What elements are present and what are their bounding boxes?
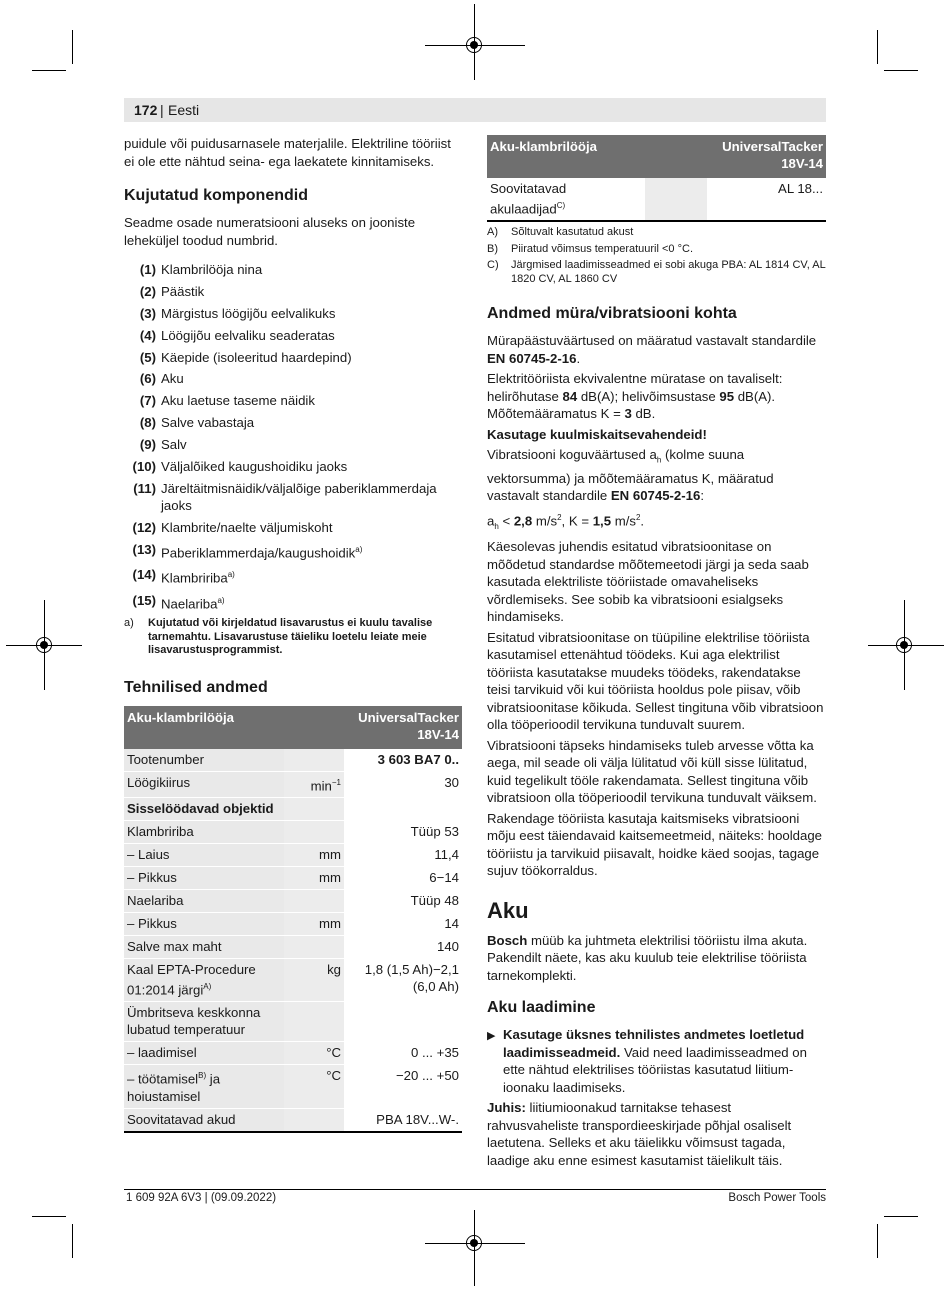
component-item — [124, 261, 462, 279]
table-row — [124, 1042, 462, 1065]
table-note — [487, 243, 826, 257]
table-row — [124, 912, 462, 935]
header-separator: | — [160, 102, 164, 118]
component-number: (4) — [139, 327, 156, 343]
registration-mark-icon — [36, 637, 52, 653]
header-language: Eesti — [168, 102, 200, 118]
component-label: Naelariba$^{a)}$ — [161, 595, 225, 612]
component-number: (10) — [132, 459, 156, 475]
left-column — [124, 135, 462, 1133]
component-label: Käepide (isoleeritud haardepind) — [161, 349, 352, 365]
crop-mark — [884, 70, 918, 71]
note-text: Piiratud võimsus temperatuuril <0 °C. — [511, 242, 693, 255]
row-label: Löögikiirus — [124, 771, 284, 797]
table-row — [124, 820, 462, 843]
component-label: Salv — [161, 437, 187, 453]
charging-heading: Aku laadimine — [487, 999, 596, 1017]
vibration-paragraph-1: Vibratsiooni koguväärtused $a_h$ (kolme suuna vektorsumma) ja mõõtemääramatus K, määratud vastavalt standardile EN 60745-2-16: — [487, 447, 774, 504]
vibration-values: $a_h < 2,8$ $m/s^2$, K = 1,5 $m/s^2$. — [487, 512, 645, 531]
table-row — [487, 178, 826, 221]
row-unit: mm — [284, 866, 344, 889]
row-label: – Pikkus — [124, 866, 284, 889]
noise-paragraph-1: Mürapäästuväärtused on määratud vastavalt standardile EN 60745-2-16. — [487, 333, 817, 366]
registration-mark-icon — [466, 37, 482, 53]
charging-instruction: ▶ Kasutage üksnes tehnilistes andmetes loetletud laadimisseadmeid. Vaid need laadimisseadmed on ette nähtud elektrilises tööriistas kasutatud liitium-ioonaku laadimiseks. — [487, 1027, 807, 1095]
row-value: −20 ... +50 — [344, 1065, 462, 1108]
row-value: PBA 18V...W-. — [344, 1108, 462, 1132]
row-unit — [284, 1108, 344, 1132]
page-header — [124, 98, 826, 122]
component-label: Aku laetuse taseme näidik — [161, 393, 315, 409]
table-header-unit — [645, 135, 707, 178]
row-value: 30 — [344, 771, 462, 797]
tech-data-table-continued — [487, 135, 826, 222]
vibration-paragraph-3: Esitatud vibratsioonitase on tüüpiline elektrilise tööriista kasutamisel ettenähtud töödeks. Kui aga elektrilist tööriista kasutatakse muudeks töödeks, rakendatakse teisi tarvikuid või kui tööriista hooldus pole piisav, võib vibratsioonitase kõikuda. Sellest tingituna võib vibratsioon olla tööperioodil tervikuna tunduvalt suurem. — [487, 629, 824, 733]
row-unit: °C — [284, 1042, 344, 1065]
table-row — [124, 866, 462, 889]
table-header-unit — [284, 706, 344, 749]
model-line1: UniversalTacker — [722, 139, 823, 154]
row-value: 14 — [344, 912, 462, 935]
row-label: – Pikkus — [124, 912, 284, 935]
battery-heading: Aku — [487, 897, 529, 923]
component-item — [124, 436, 462, 454]
vibration-paragraph-2: Käesolevas juhendis esitatud vibratsioonitase on mõõdetud standardse mõõtemeetodi järgi ja seda saab kasutada elektriliste tööriistade omavaheliseks võrdlemiseks. See sobib ka vibratsiooni esialgseks hindamiseks. — [487, 539, 809, 625]
crop-mark — [877, 1224, 878, 1258]
table-row — [124, 958, 462, 1001]
row-label: Kaal EPTA-Procedure 01:2014 järgi$^{A)}$ — [124, 958, 284, 1001]
component-label: Löögijõu eelvaliku seaderatas — [161, 327, 335, 343]
component-item — [124, 305, 462, 323]
model-line1: UniversalTacker — [358, 709, 459, 725]
component-number: (11) — [133, 480, 156, 496]
row-value: 11,4 — [344, 843, 462, 866]
component-number: (3) — [139, 305, 156, 321]
table-header-product: Aku-klambrilööja — [124, 706, 284, 749]
crop-mark — [884, 1216, 918, 1217]
component-number: (5) — [139, 349, 156, 365]
note-mark: C) — [487, 259, 499, 272]
row-label: Klambririba — [124, 820, 284, 843]
component-number: (6) — [139, 371, 156, 387]
row-unit: mm — [284, 843, 344, 866]
row-label: Soovitatavad akulaadijad$^{C)}$ — [487, 178, 645, 221]
charging-note: Juhis: liitiumioonakud tarnitakse tehasest rahvusvaheliste transpordieeskirjade põhjal osaliselt laetutena. Selleks et aku täielikku võimsust tagada, laadige aku enne esimest kasutamist täielikult täis. — [487, 1100, 792, 1168]
components-intro: Seadme osade numeratsiooni aluseks on jooniste leheküljel toodud numbrid. — [124, 215, 416, 248]
row-label: Sisselöödavad objektid — [124, 797, 284, 820]
noise-paragraph-2: Elektritööriista ekvivalentne müratase on tavaliselt: helirõhutase 84 dB(A); helivõimsustase 95 dB(A). Mõõtemääramatus K = 3 dB. — [487, 371, 783, 422]
row-unit: mm — [284, 912, 344, 935]
vibration-paragraph-5: Rakendage tööriista kasutaja kaitsmiseks vibratsiooni mõju eest täiendavaid kaitsemeetmeid, näiteks: hooldage tööriistu ja tarvikuid piisavalt, hoidke käed soojas, tagage sujuv töökorraldus. — [487, 810, 823, 879]
component-item — [124, 592, 462, 613]
row-value: Tüüp 53 — [344, 820, 462, 843]
model-line2: 18V-14 — [417, 726, 459, 742]
table-header-model — [344, 706, 462, 749]
row-value: 0 ... +35 — [344, 1042, 462, 1065]
component-label: Paberiklammerdaja/kaugushoidik$^{a)}$ — [161, 545, 363, 561]
component-item — [124, 566, 462, 587]
row-unit — [284, 935, 344, 958]
triangle-bullet-icon: ▶ — [487, 1030, 496, 1043]
row-unit: $\min^{-1}$ — [284, 771, 344, 797]
component-item — [124, 541, 462, 562]
components-list — [124, 261, 462, 613]
component-label: Aku — [161, 371, 184, 387]
table-row — [124, 843, 462, 866]
row-label: Tootenumber — [124, 749, 284, 772]
footer-divider — [124, 1189, 826, 1190]
component-label: Klambririba$^{a)}$ — [161, 570, 235, 586]
component-number: (9) — [139, 437, 156, 453]
crop-mark — [72, 1224, 73, 1258]
component-number: (2) — [139, 283, 156, 299]
table-row — [124, 1002, 462, 1042]
tech-data-table — [124, 706, 462, 1133]
component-number: (12) — [132, 520, 156, 536]
registration-mark-icon — [466, 1235, 482, 1251]
crop-mark — [72, 30, 73, 64]
components-heading: Kujutatud komponendid — [124, 187, 308, 204]
footer-brand: Bosch Power Tools — [728, 1192, 826, 1204]
note-text: Sõltuvalt kasutatud akust — [511, 226, 634, 239]
footer-doc-number: 1 609 92A 6V3 | (09.09.2022) — [126, 1192, 277, 1204]
row-unit: °C — [284, 1065, 344, 1108]
table-notes — [487, 226, 826, 286]
row-value: 140 — [344, 935, 462, 958]
row-label: Soovitatavad akud — [124, 1108, 284, 1132]
component-item — [124, 414, 462, 432]
footnote-mark: a) — [124, 617, 134, 630]
table-header-product: Aku-klambrilööja — [487, 135, 645, 178]
row-label: Ümbritseva keskkonna lubatud temperatuur — [124, 1002, 284, 1042]
table-note — [487, 226, 826, 240]
page-number: 172 — [134, 102, 158, 118]
component-number: (13) — [132, 542, 156, 558]
row-label: – laadimisel — [124, 1042, 284, 1065]
component-label: Salve vabastaja — [161, 415, 255, 431]
components-footnote — [124, 617, 462, 658]
row-unit — [284, 1002, 344, 1042]
ear-protection-warning: Kasutage kuulmiskaitsevahendeid! — [487, 426, 707, 442]
row-value: 3 603 BA7 0.. — [344, 749, 462, 772]
table-row — [124, 749, 462, 772]
note-mark: B) — [487, 242, 498, 255]
component-label: Klambrite/naelte väljumiskoht — [161, 520, 333, 536]
noise-heading: Andmed müra/vibratsiooni kohta — [487, 305, 737, 323]
component-item — [124, 283, 462, 301]
registration-mark-icon — [896, 637, 912, 653]
row-value — [344, 1002, 462, 1042]
component-number: (1) — [139, 262, 156, 277]
model-line2: 18V-14 — [781, 156, 823, 171]
note-mark: A) — [487, 226, 498, 239]
row-unit — [284, 749, 344, 772]
component-label: Märgistus löögijõu eelvalikuks — [161, 305, 336, 321]
right-column — [487, 135, 826, 1172]
vibration-paragraph-4: Vibratsiooni täpseks hindamiseks tuleb arvesse võtta ka aega, mil seade oli välja lülitatud või küll sisse lülitatud, kuid tegelikult tööle rakendamata. Sellest tingituna võib vibratsioon olla tööperioodil tervikuna tunduvalt väiksem. — [487, 737, 817, 806]
table-row — [124, 1065, 462, 1108]
crop-mark — [877, 30, 878, 64]
component-item — [124, 370, 462, 388]
component-item — [124, 519, 462, 537]
row-value: Tüüp 48 — [344, 889, 462, 912]
row-value — [344, 797, 462, 820]
table-row — [124, 935, 462, 958]
table-header-model — [707, 135, 826, 178]
table-note — [487, 259, 826, 286]
component-number: (8) — [139, 415, 156, 431]
row-value: AL 18... — [707, 178, 826, 221]
note-text: Järgmised laadimisseadmed ei sobi akuga PBA: AL 1814 CV, AL 1820 CV, AL 1860 CV — [511, 259, 826, 285]
row-unit — [284, 797, 344, 820]
component-number: (14) — [132, 567, 156, 583]
component-label: Väljalõiked kaugushoidiku jaoks — [161, 459, 348, 475]
row-value: 6−14 — [344, 866, 462, 889]
row-unit: kg — [284, 958, 344, 1001]
component-item — [124, 480, 462, 515]
component-number: (7) — [139, 393, 156, 409]
component-label: Klambrilööja nina — [161, 262, 263, 277]
component-item — [124, 349, 462, 367]
component-item — [124, 458, 462, 476]
component-item — [124, 392, 462, 410]
tech-data-heading: Tehnilised andmed — [124, 678, 268, 696]
component-item — [124, 327, 462, 345]
table-row — [124, 797, 462, 820]
row-label: Naelariba — [124, 889, 284, 912]
crop-mark — [32, 1216, 66, 1217]
row-unit — [284, 820, 344, 843]
row-unit — [645, 178, 707, 221]
row-label: – Laius — [124, 843, 284, 866]
component-number: (15) — [132, 592, 156, 608]
row-label: Salve max maht — [124, 935, 284, 958]
component-label: Järeltäitmisnäidik/väljalõige paberiklammerdaja jaoks — [161, 480, 437, 514]
footnote-text: Kujutatud või kirjeldatud lisavarustus ei kuulu tavalise tarnemahtu. Lisavarustuse täieliku loetelu leiate meie lisavarustusprogrammist. — [148, 617, 433, 657]
row-unit — [284, 889, 344, 912]
component-label: Päästik — [161, 283, 205, 299]
row-value: 1,8 (1,5 Ah)−2,1 (6,0 Ah) — [344, 958, 462, 1001]
battery-paragraph: Bosch müüb ka juhtmeta elektrilisi tööriistu ilma akuta. Pakendilt näete, kas aku kuulub teie elektrilise tööriista tarnekomplekti. — [487, 932, 808, 983]
table-row — [124, 889, 462, 912]
table-row — [124, 771, 462, 797]
intro-paragraph: puidule või puidusarnasele materjalile. Elektriline tööriist ei ole ette nähtud seina- ega laekatete kinnitamiseks. — [124, 136, 451, 169]
crop-mark — [32, 70, 66, 71]
table-row — [124, 1108, 462, 1132]
row-label: – töötamisel$^{B)}$ ja hoiustamisel — [124, 1065, 284, 1108]
